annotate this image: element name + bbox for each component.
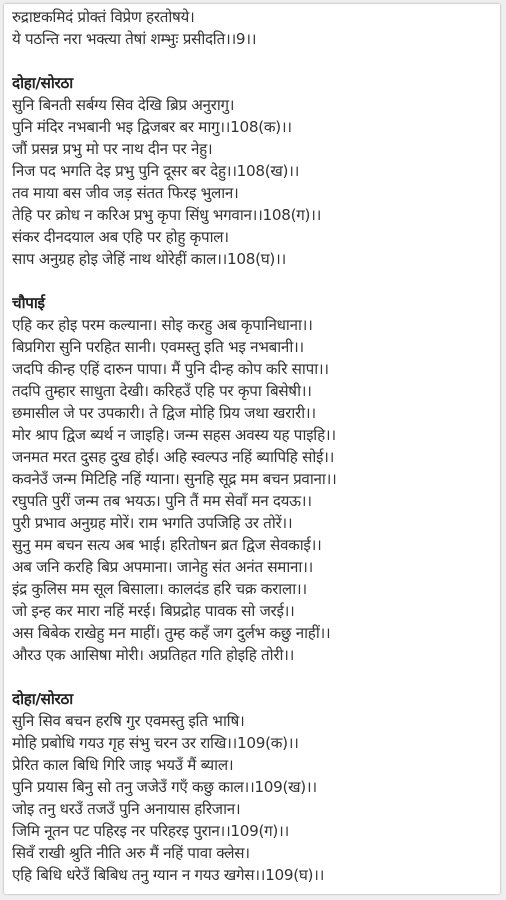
verse-line: पुनि प्रयास बिनु सो तनु जजेउँ गएँ कछु काल।।109(ख)।। — [12, 778, 317, 796]
text-card — [4, 4, 500, 894]
verse-line: मोहि प्रबोधि गयउ गृह संभु चरन उर राखि।।109(क)।। — [12, 734, 299, 752]
section-heading: दोहा/सोरठा — [12, 74, 73, 92]
section-chaupai — [12, 292, 492, 666]
verse-line: सुनि बिनती सर्बग्य सिव देखि ब्रिप्र अनुरागु। — [12, 96, 235, 114]
verse-line: मोर श्राप द्विज ब्यर्थ न जाइहि। जन्म सहस अवस्य यह पाइहि।। — [12, 426, 336, 444]
verse-line: छमासील जे पर उपकारी। ते द्विज मोहि प्रिय जथा खरारी।। — [12, 404, 316, 422]
verse-line: जिमि नूतन पट पहिरइ नर परिहरइ पुरान।।109(ग)।। — [12, 822, 289, 840]
verse-line: कवनेउँ जन्म मिटिहि नहिं ग्याना। सुनहि सूद्र मम बचन प्रवाना।। — [12, 470, 337, 488]
verse-line: निज पद भगति देइ प्रभु पुनि दूसर बर देहु।।108(ख)।। — [12, 162, 300, 180]
verse-line: साप अनुग्रह होइ जेहिं नाथ थोरेहीं काल।।108(घ)।। — [12, 250, 286, 268]
verse-line: अस बिबेक राखेहु मन माहीं। तुम्ह कहँ जग दुर्लभ कछु नाहीं।। — [12, 624, 331, 642]
verse-line: जो इन्ह कर मारा नहिं मरई। बिप्रद्रोह पावक सो जरई।। — [12, 602, 295, 620]
verse-line: जनमत मरत दुसह दुख होई। अहि स्वल्पउ नहिं ब्यापिहि सोई।। — [12, 448, 335, 466]
verse-content — [12, 6, 492, 886]
verse-line: औरउ एक आसिषा मोरी। अप्रतिहत गति होइहि तोरी।। — [12, 646, 295, 664]
verse-line: तेहि पर क्रोध न करिअ प्रभु कृपा सिंधु भगवान।।108(ग)।। — [12, 206, 322, 224]
verse-line: अब जनि करहि बिप्र अपमाना। जानेहु संत अनंत समाना।। — [12, 558, 313, 576]
verse-line: रुद्राष्टकमिदं प्रोक्तं विप्रेण हरतोषये। — [12, 8, 195, 26]
verse-line: सिवँ राखी श्रुति नीति अरु मैं नहिं पावा क्लेस। — [12, 844, 250, 862]
verse-line: जोइ तनु धरउँ तजउँ पुनि अनायास हरिजान। — [12, 800, 241, 818]
verse-line: रघुपति पुरीं जन्म तब भयऊ। पुनि तैं मम सेवाँ मन दयऊ।। — [12, 492, 312, 510]
verse-line: प्रेरित काल बिधि गिरि जाइ भयउँ मैं ब्याल। — [12, 756, 234, 774]
section-doha — [12, 688, 492, 886]
verse-line: सुनि सिव बचन हरषि गुर एवमस्तु इति भाषि। — [12, 712, 245, 730]
verse-line: इंद्र कुलिस मम सूल बिसाला। कालदंड हरि चक्र कराला।। — [12, 580, 307, 598]
verse-line: तदपि तुम्हार साधुता देखी। करिहउँ एहि पर कृपा बिसेषी।। — [12, 382, 312, 400]
section-doha — [12, 72, 492, 270]
section-heading: दोहा/सोरठा — [12, 690, 73, 708]
verse-line: संकर दीनदयाल अब एहि पर होहु कृपाल। — [12, 228, 229, 246]
verse-line: ये पठन्ति नरा भक्त्या तेषां शम्भुः प्रसीदति।।9।। — [12, 30, 257, 48]
section-gap — [12, 270, 492, 292]
verse-line: जदपि कीन्ह एहिं दारुन पापा। मैं पुनि दीन्ह कोप करि सापा।। — [12, 360, 329, 378]
verse-line: पुनि मंदिर नभबानी भइ द्विजबर बर मागु।।108(क)।। — [12, 118, 292, 136]
verse-line: एहि कर होइ परम कल्याना। सोइ करहु अब कृपानिधाना।। — [12, 316, 313, 334]
section-shloka — [12, 6, 492, 50]
section-gap — [12, 50, 492, 72]
verse-line: सुनु मम बचन सत्य अब भाई। हरितोषन ब्रत द्विज सेवकाई।। — [12, 536, 322, 554]
verse-line: एहि बिधि धरेउँ बिबिध तनु ग्यान न गयउ खगेस।।109(घ)।। — [12, 866, 325, 884]
verse-line: तव माया बस जीव जड़ संतत फिरइ भुलान। — [12, 184, 239, 202]
verse-line: पुरी प्रभाव अनुग्रह मोरें। राम भगति उपजिहि उर तोरें।। — [12, 514, 293, 532]
verse-line: जौं प्रसन्न प्रभु मो पर नाथ दीन पर नेहु। — [12, 140, 213, 158]
verse-line: बिप्रगिरा सुनि परहित सानी। एवमस्तु इति भइ नभबानी।। — [12, 338, 304, 356]
section-heading: चौपाई — [12, 294, 45, 312]
section-gap — [12, 666, 492, 688]
